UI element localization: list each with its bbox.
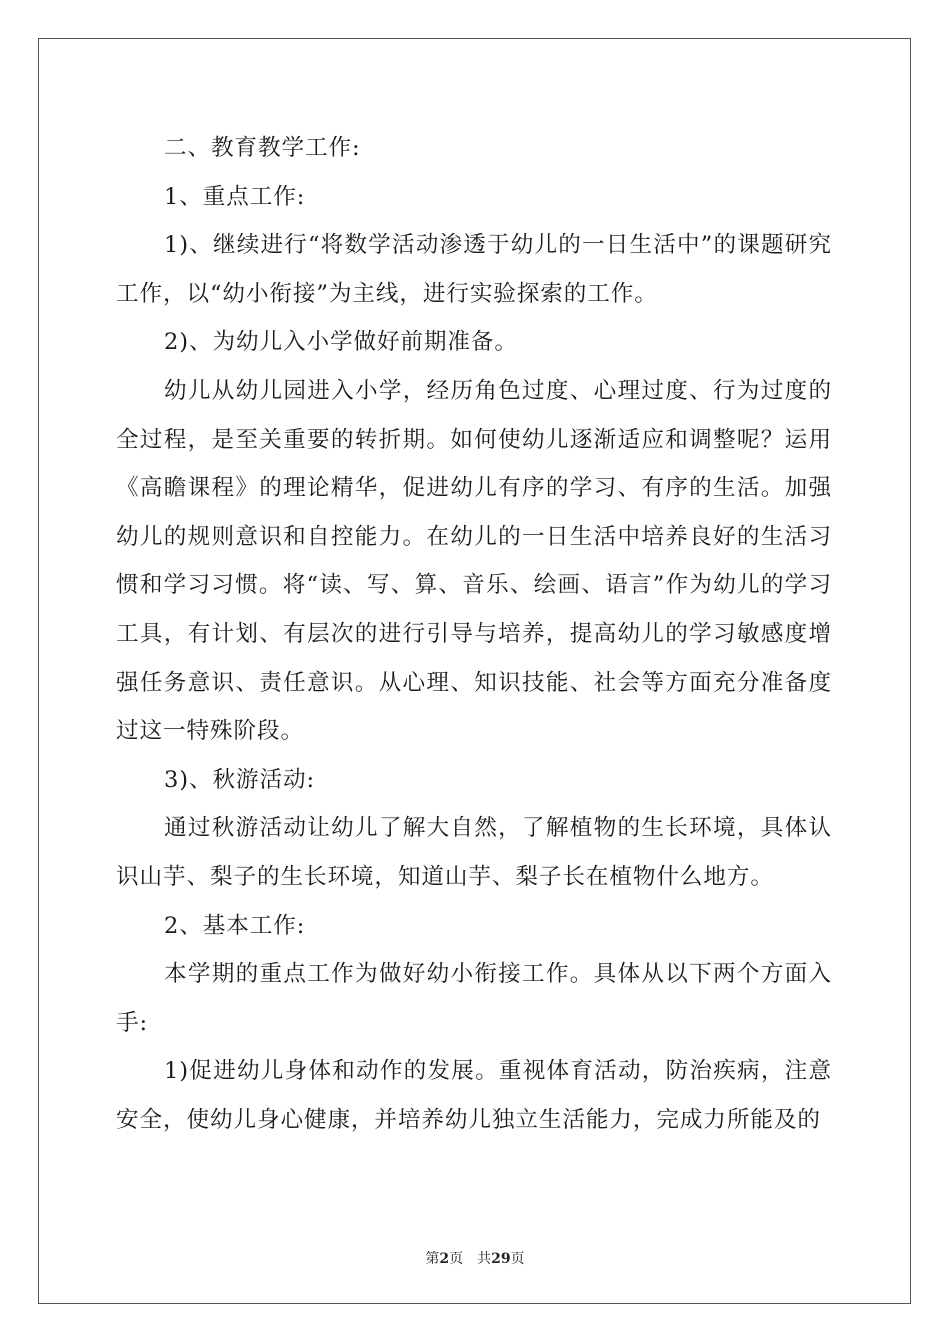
paragraph: 幼儿从幼儿园进入小学，经历角色过度、心理过度、行为过度的全过程，是至关重要的转折期。如何使幼儿逐渐适应和调整呢？运用《高瞻课程》的理论精华，促进幼儿有序的学习、有序的生活。加强幼儿的规则意识和自控能力。在幼儿的一日生活中培养良好的生活习惯和学习习惯。将“读、写、算、音乐、绘画、语言”作为幼儿的学习工具，有计划、有层次的进行引导与培养，提高幼儿的学习敏感度增强任务意识、责任意识。从心理、知识技能、社会等方面充分准备度过这一特殊阶段。: [116, 377, 832, 745]
paragraph: 通过秋游活动让幼儿了解大自然，了解植物的生长环境，具体认识山芋、梨子的生长环境，知道山芋、梨子长在植物什么地方。: [116, 815, 832, 890]
document-body: [116, 124, 832, 1144]
paragraph: 1)、继续进行“将数学活动渗透于幼儿的一日生活中”的课题研究工作，以“幼小衔接”为主线，进行实验探索的工作。: [116, 232, 832, 307]
total-pages: 29: [491, 1251, 511, 1267]
subsection-heading: 1、重点工作:: [164, 183, 306, 210]
page-number: 2: [439, 1251, 450, 1267]
paragraph: 1)促进幼儿身体和动作的发展。重视体育活动，防治疾病，注意安全，使幼儿身心健康，并培养幼儿独立生活能力，完成力所能及的: [116, 1058, 832, 1133]
page-prefix: 第: [425, 1251, 440, 1267]
total-prefix: 共: [477, 1251, 492, 1267]
paragraph: 2)、为幼儿入小学做好前期准备。: [164, 329, 518, 356]
paragraph: 本学期的重点工作为做好幼小衔接工作。具体从以下两个方面入手:: [116, 961, 832, 1036]
total-suffix: 页: [510, 1251, 525, 1267]
page-footer: [0, 1248, 950, 1268]
subsection-heading: 2、基本工作:: [164, 912, 306, 939]
page-suffix: 页: [449, 1251, 464, 1267]
paragraph: 3)、秋游活动:: [164, 766, 315, 793]
section-heading: 二、教育教学工作:: [164, 135, 361, 161]
